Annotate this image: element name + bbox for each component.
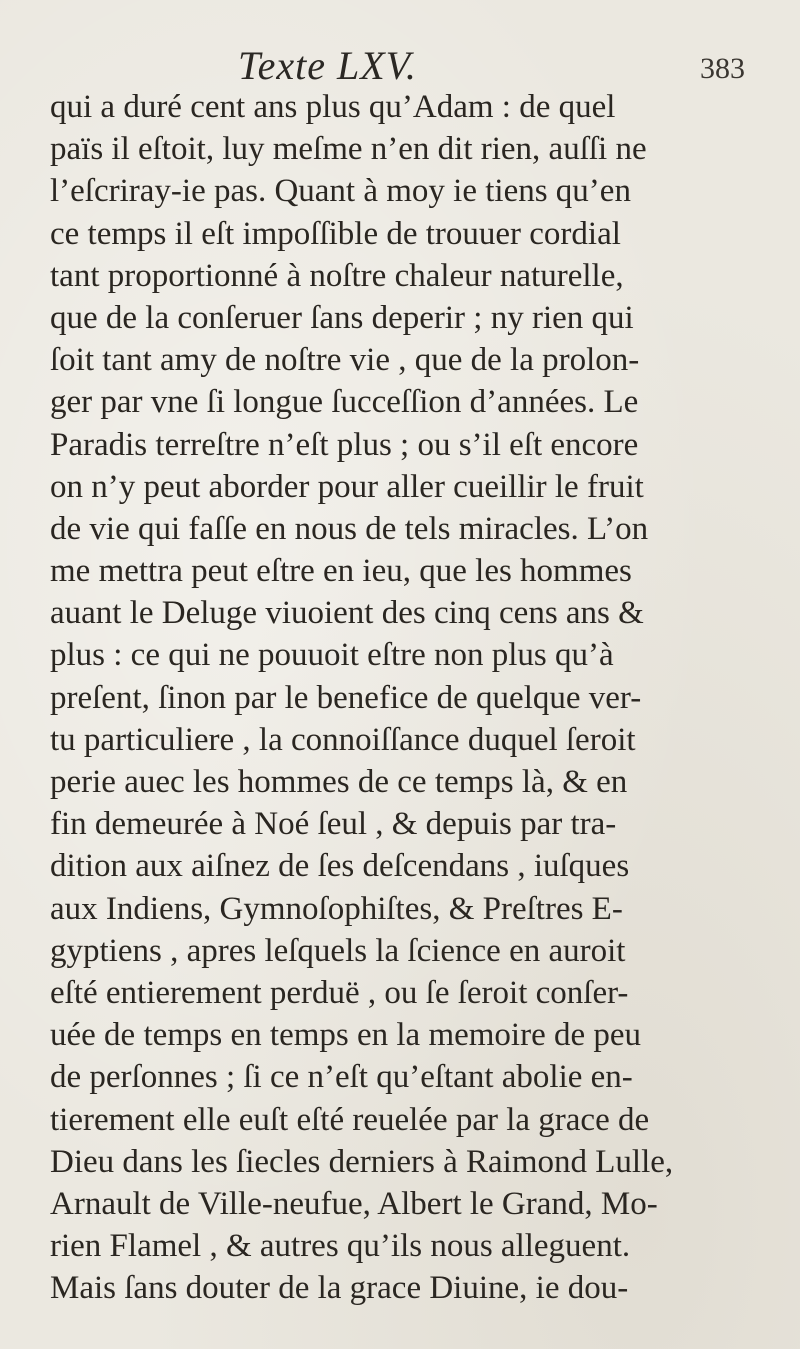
text-line: aux Indiens, Gymnoſophiſtes, & Preſtres E- [50,890,623,927]
body-text [50,86,795,1309]
text-line: plus : ce qui ne pouuoit eſtre non plus qu’à [50,637,614,674]
text-line: Arnault de Ville-neufue, Albert le Grand, Mo- [50,1185,658,1222]
text-line: Dieu dans les ſiecles derniers à Raimond Lulle, [50,1143,674,1180]
text-line: gyptiens , apres leſquels la ſcience en auroit [50,932,626,969]
text-line: que de la conſeruer ſans deperir ; ny rien qui [50,299,634,336]
text-line: dition aux aiſnez de ſes deſcendans , iuſques [50,848,630,885]
text-line: auant le Deluge viuoient des cinq cens ans & [50,595,644,632]
text-line: preſent, ſinon par le benefice de quelque ver- [50,679,642,716]
text-line: rien Flamel , & autres qu’ils nous alleguent. [50,1228,631,1265]
text-line: ce temps il eſt impoſſible de trouuer cordial [50,215,621,252]
text-line: tierement elle euſt eſté reuelée par la grace de [50,1101,650,1138]
text-line: Paradis terreſtre n’eſt plus ; ou s’il eſt encore [50,426,639,463]
text-line: l’eſcriray-ie pas. Quant à moy ie tiens qu’en [50,173,631,210]
text-line: perie auec les hommes de ce temps là, & en [50,764,628,800]
text-line: me mettra peut eſtre en ieu, que les hommes [50,553,632,590]
text-line: païs il eſtoit, luy meſme n’en dit rien, auſſi ne [50,131,647,168]
text-line: ſoit tant amy de noſtre vie , que de la prolon- [50,342,640,379]
text-line: de perſonnes ; ſi ce n’eſt qu’eſtant abolie en- [50,1059,633,1096]
text-line: de vie qui faſſe en nous de tels miracles. L’on [50,510,649,547]
text-line: uée de temps en temps en la memoire de peu [50,1017,642,1054]
running-head-title: Texte LXV. [238,43,417,88]
page-number: 383 [700,52,745,85]
text-line: ger par vne ſi longue ſucceſſion d’années. Le [50,384,639,421]
text-line: on n’y peut aborder pour aller cueillir le fruit [50,468,644,505]
text-line: fin demeurée à Noé ſeul , & depuis par tra- [50,806,617,843]
running-head [0,42,800,88]
text-line: eſté entierement perduë , ou ſe ſeroit conſer- [50,974,629,1011]
text-line: Mais ſans douter de la grace Diuine, ie dou- [50,1270,629,1307]
text-line: tant proportionné à noſtre chaleur naturelle, [50,257,624,294]
text-line: qui a duré cent ans plus qu’Adam : de quel [50,89,616,125]
text-line: tu particuliere , la connoiſſance duquel ſeroit [50,721,636,758]
